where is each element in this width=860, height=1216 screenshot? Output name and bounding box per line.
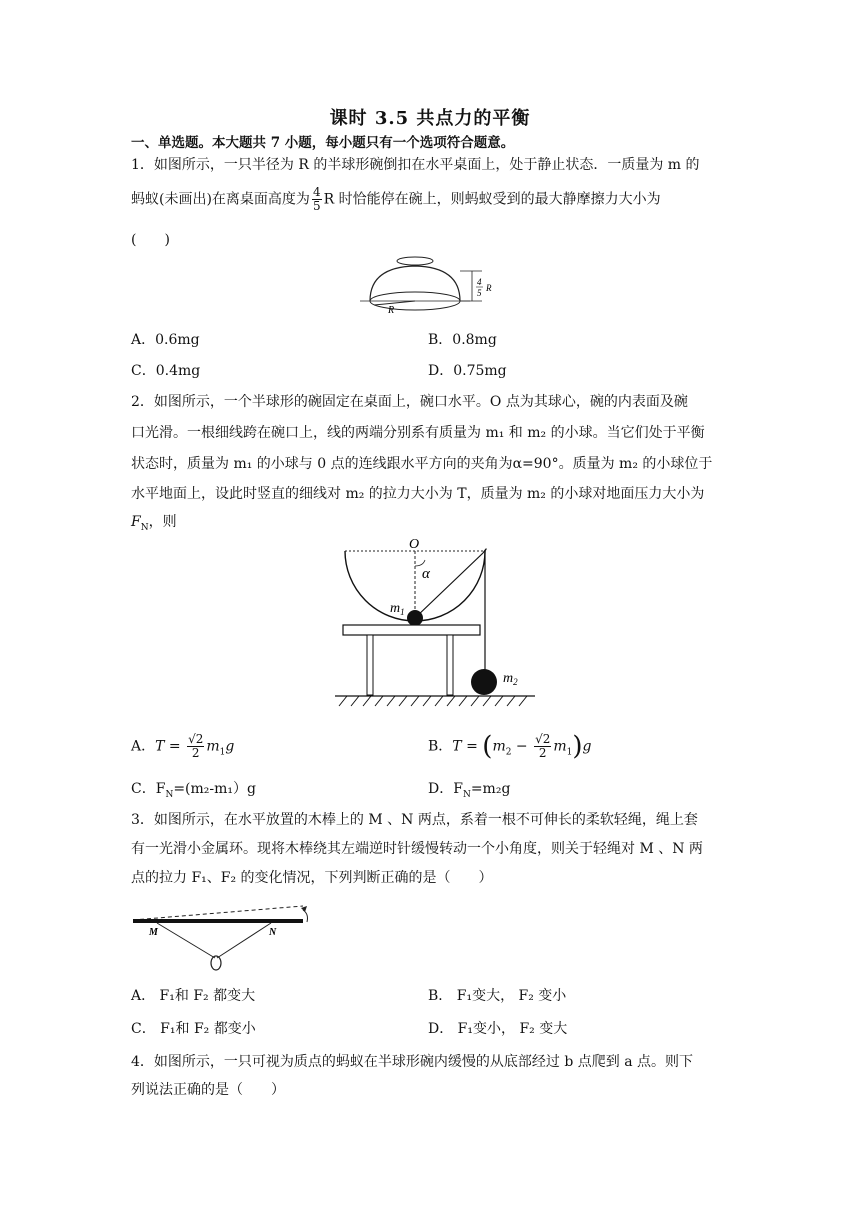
q2-line5-tail: ，则 xyxy=(148,514,177,530)
q3-label-N: N xyxy=(269,927,277,938)
q2-optB-m2-sub: 2 xyxy=(505,747,512,758)
q2-label-O: O xyxy=(409,537,420,552)
q2-line5-sub: N xyxy=(140,522,149,533)
q2-line5-F: F xyxy=(131,514,141,530)
q2-option-b[interactable] xyxy=(428,733,592,762)
q2-optD-tail: =m₂g xyxy=(470,781,511,797)
q2-optD-sub: N xyxy=(462,789,471,800)
q2-option-c[interactable] xyxy=(131,779,256,805)
q4-line2: 列说法正确的是（ ） xyxy=(131,1082,285,1098)
q1-radius-line xyxy=(374,301,415,305)
q1-option-c[interactable]: C．0.4mg xyxy=(131,363,201,379)
q2-optA-g: g xyxy=(225,738,235,755)
q3-rope-left xyxy=(157,923,215,958)
q2-table-leg-left xyxy=(367,635,373,695)
q2-optB-m1: m xyxy=(553,738,567,755)
q3-line2: 有一光滑小金属环。现将木棒绕其左端逆时针缓慢转动一个小角度，则关于轻绳对 M 、N 两 xyxy=(131,841,703,857)
q2-option-a[interactable] xyxy=(131,733,234,762)
q2-optA-T: T xyxy=(155,738,165,755)
q2-table-top xyxy=(343,625,480,635)
q2-optC-tail: =(m₂-m₁）g xyxy=(173,781,256,797)
q2-optA-den: 2 xyxy=(191,746,200,760)
q1-bowl-knob xyxy=(397,257,433,265)
q1-line2-a: 蚂蚁(未画出)在离桌面高度为 xyxy=(131,191,310,208)
q3-metal-ring xyxy=(211,956,221,970)
q2-optB-lparen: ( xyxy=(482,731,493,762)
q1-fraction xyxy=(312,186,322,213)
q1-frac-num: 4 xyxy=(312,185,321,199)
q2-optA-m: m xyxy=(206,738,220,755)
q2-optB-T: T xyxy=(452,738,462,755)
q3-rod xyxy=(133,919,303,923)
q2-optB-g: g xyxy=(582,738,592,755)
q3-option-c[interactable]: C． F₁和 F₂ 都变小 xyxy=(131,1021,256,1037)
q2-table-leg-right xyxy=(447,635,453,695)
q2-line2: 口光滑。一根细线跨在碗口上，线的两端分别系有质量为 m₁ 和 m₂ 的小球。当它们处于平衡 xyxy=(131,425,705,441)
q1-bowl-dome xyxy=(370,266,460,301)
q3-option-a[interactable]: A． F₁和 F₂ 都变大 xyxy=(131,988,256,1004)
q2-optD-text: D．F xyxy=(428,781,463,797)
q3-line1: 3．如图所示，在水平放置的木棒上的 M 、N 两点，系着一根不可伸长的柔软轻绳，绳上套 xyxy=(131,812,698,828)
q1-dim-label-num: 4 xyxy=(477,277,482,287)
q2-ground-hatch xyxy=(339,696,527,706)
q2-line5 xyxy=(131,512,177,538)
q1-frac-den: 5 xyxy=(312,199,321,213)
q1-line1: 1．如图所示，一只半径为 R 的半球形碗倒扣在水平桌面上，处于静止状态．一质量为 m 的 xyxy=(131,157,700,173)
q2-figure-bowl-table xyxy=(335,536,535,711)
q3-figure-rod xyxy=(131,902,316,972)
q3-rope-right xyxy=(217,923,271,958)
q2-optA-eq: = xyxy=(164,738,186,755)
q2-label-m1: $m_1$ xyxy=(390,601,405,617)
q1-line2-b: R 时恰能停在碗上，则蚂蚁受到的最大静摩擦力大小为 xyxy=(323,191,661,208)
q2-line1: 2．如图所示，一个半球形的碗固定在桌面上，碗口水平。O 点为其球心，碗的内表面及碗 xyxy=(131,394,688,410)
q1-paren: ( ) xyxy=(131,232,170,248)
q1-figure-bowl xyxy=(360,255,505,317)
q2-optB-prefix: B． xyxy=(428,738,453,755)
q2-optB-den: 2 xyxy=(538,746,547,760)
section-heading: 一、单选题。本大题共 7 小题，每小题只有一个选项符合题意。 xyxy=(131,135,515,151)
q3-option-d[interactable]: D． F₁变小， F₂ 变大 xyxy=(428,1021,568,1037)
q3-rotation-arrow xyxy=(303,910,308,922)
q1-line2 xyxy=(131,186,661,213)
q2-optA-prefix: A． xyxy=(131,738,156,755)
q1-option-a[interactable]: A．0.6mg xyxy=(131,332,200,348)
q2-optB-num: √2 xyxy=(535,732,551,746)
q2-optA-sub: 1 xyxy=(219,747,226,758)
q2-option-d[interactable] xyxy=(428,779,510,805)
q4-line1: 4．如图所示，一只可视为质点的蚂蚁在半球形碗内缓慢的从底部经过 b 点爬到 a 点。则下 xyxy=(131,1054,694,1070)
q2-optC-sub: N xyxy=(165,789,174,800)
q1-dim-label-den: 5 xyxy=(477,288,482,298)
q2-label-m2: $m_2$ xyxy=(503,671,518,687)
q2-optB-m2: m xyxy=(492,738,506,755)
page-title: 课时 3.5 共点力的平衡 xyxy=(329,108,531,129)
q2-optB-frac xyxy=(534,733,551,760)
q2-label-alpha: α xyxy=(422,566,430,582)
q2-optC-text: C．F xyxy=(131,781,166,797)
q2-ball-m2 xyxy=(471,669,497,695)
q2-optB-eq: = xyxy=(461,738,483,755)
q2-thread-inside xyxy=(415,553,483,618)
q2-line4: 水平地面上，设此时竖直的细线对 m₂ 的拉力大小为 T，质量为 m₂ 的小球对地面压力大小为 xyxy=(131,486,705,502)
q1-dim-label-R: R xyxy=(486,283,492,293)
q2-ball-m1 xyxy=(407,610,423,626)
q3-line3: 点的拉力 F₁、F₂ 的变化情况，下列判断正确的是（ ） xyxy=(131,870,493,886)
q2-line3: 状态时，质量为 m₁ 的小球与 0 点的连线跟水平方向的夹角为α=90°。质量为 m₂ 的小球位于 xyxy=(131,456,713,472)
q3-label-M: M xyxy=(149,927,158,938)
q1-option-b[interactable]: B．0.8mg xyxy=(428,332,497,348)
q2-optB-rparen: ) xyxy=(572,731,583,762)
q2-optA-frac xyxy=(187,733,204,760)
q2-optA-num: √2 xyxy=(188,732,204,746)
q2-optB-minus: − xyxy=(511,738,533,755)
q1-radius-label: R xyxy=(388,305,395,316)
q2-optB-m1-sub: 1 xyxy=(566,747,573,758)
q3-dashed-rotated-rod xyxy=(133,906,303,920)
q3-option-b[interactable]: B． F₁变大， F₂ 变小 xyxy=(428,988,567,1004)
q1-option-d[interactable]: D．0.75mg xyxy=(428,363,507,379)
